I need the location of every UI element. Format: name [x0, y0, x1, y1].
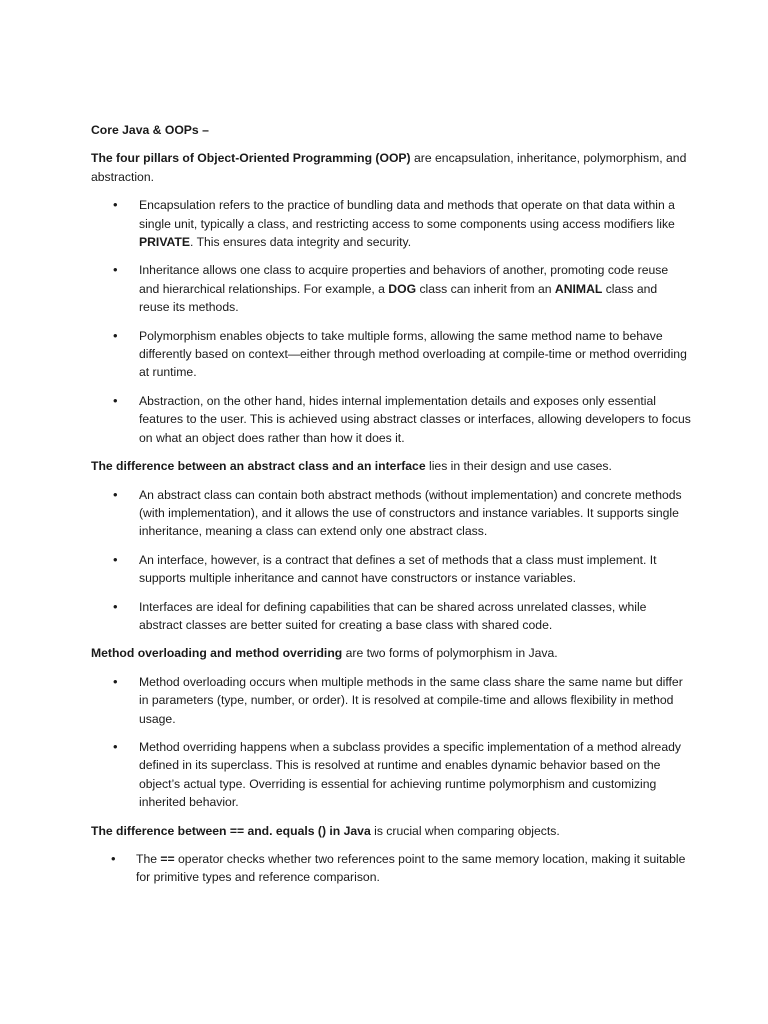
- section-intro-text: lies in their design and use cases.: [425, 459, 612, 474]
- list-item-keyword: ==: [160, 852, 175, 866]
- bullet-dot-icon: •: [113, 598, 118, 614]
- section-intro-bold: Method overloading and method overriding: [91, 646, 343, 661]
- list-item: [91, 551, 691, 588]
- list-item: [91, 486, 691, 541]
- section-intro-oop-pillars: [91, 149, 691, 186]
- list-item-text: Abstraction, on the other hand, hides internal implementation details and exposes only essential features to the user. This is achieved using abstract classes or interfaces, allowing developers to focus on what an object does rather than how it does it.: [139, 393, 691, 445]
- list-item: [91, 598, 691, 635]
- list-item-text: operator checks whether two references point to the same memory location, making it suitable for primitive types and reference comparison.: [136, 852, 686, 885]
- list-item: [91, 392, 691, 447]
- bullet-list-abstract-vs-interface: [91, 486, 691, 635]
- list-item-text: Polymorphism enables objects to take multiple forms, allowing the same method name to behave differently based on context—either through method overloading at compile-time or method overriding at runtime.: [139, 328, 687, 380]
- list-item-keyword: ANIMAL: [554, 281, 603, 296]
- bullet-dot-icon: •: [113, 197, 118, 213]
- list-item: [91, 850, 691, 887]
- section-intro-abstract-vs-interface: [91, 457, 691, 475]
- section-intro-bold: The difference between an abstract class and an interface: [91, 459, 426, 474]
- section-intro-equals-comparison: [91, 822, 691, 840]
- section-intro-text: is crucial when comparing objects.: [370, 823, 560, 838]
- list-item: [91, 738, 691, 812]
- section-intro-text: are two forms of polymorphism in Java.: [342, 646, 558, 661]
- list-item-text: . This ensures data integrity and security.: [190, 235, 412, 250]
- list-item-text: Inheritance allows one class to acquire properties and behaviors of another, promoting code reuse and hierarchical relationships. For example, a: [139, 263, 669, 296]
- list-item-text: Interfaces are ideal for defining capabilities that can be shared across unrelated classes, while abstract classes are better suited for creating a base class with shared code.: [139, 599, 647, 632]
- list-item: [91, 327, 691, 382]
- bullet-dot-icon: •: [113, 486, 118, 502]
- list-item-keyword: PRIVATE: [139, 235, 191, 250]
- list-item-text: The: [136, 852, 161, 866]
- document-title: Core Java & OOPs –: [91, 123, 209, 137]
- list-item-text: class and reuse its methods.: [139, 281, 658, 315]
- bullet-dot-icon: •: [111, 851, 116, 866]
- bullet-list-equals-comparison: [91, 850, 691, 887]
- list-item: [91, 673, 691, 728]
- bullet-dot-icon: •: [113, 392, 118, 408]
- section-intro-bold: The four pillars of Object-Oriented Programming (OOP): [91, 151, 411, 166]
- bullet-list-overloading-overriding: [91, 673, 691, 812]
- section-intro-text: are encapsulation, inheritance, polymorphism, and abstraction.: [91, 151, 687, 184]
- section-intro-overloading-overriding: [91, 644, 691, 662]
- bullet-dot-icon: •: [113, 673, 118, 689]
- bullet-dot-icon: •: [113, 738, 118, 754]
- list-item-text: Method overloading occurs when multiple methods in the same class share the same name but differ in parameters (type, number, or order). It is resolved at compile-time and allows flexibility in method usage.: [139, 674, 683, 726]
- list-item-text: An interface, however, is a contract that defines a set of methods that a class must implement. It supports multiple inheritance and cannot have constructors or instance variables.: [139, 552, 657, 586]
- bullet-dot-icon: •: [113, 551, 118, 567]
- list-item-text: Encapsulation refers to the practice of bundling data and methods that operate on that data within a single unit, typically a class, and restricting access to some components using access modifiers like: [139, 198, 675, 231]
- bullet-dot-icon: •: [113, 327, 118, 343]
- list-item: [91, 196, 691, 251]
- list-item-text: class can inherit from an: [416, 281, 555, 296]
- list-item-text: Method overriding happens when a subclass provides a specific implementation of a method already defined in its superclass. This is resolved at runtime and enables dynamic behavior based on the object’s actual type. Overriding is essential for achieving runtime polymorphism and customizing inherited behavior.: [139, 739, 681, 810]
- document-page: [91, 121, 691, 897]
- list-item-text: An abstract class can contain both abstract methods (without implementation) and concrete methods (with implementation), and it allows the use of constructors and instance variables. It supports single inheritance, meaning a class can extend only one abstract class.: [139, 487, 682, 539]
- list-item-keyword: DOG: [388, 281, 417, 296]
- section-intro-bold: The difference between == and. equals () in Java: [91, 823, 371, 838]
- bullet-dot-icon: •: [113, 262, 118, 278]
- bullet-list-oop-pillars: [91, 196, 691, 447]
- list-item: [91, 261, 691, 316]
